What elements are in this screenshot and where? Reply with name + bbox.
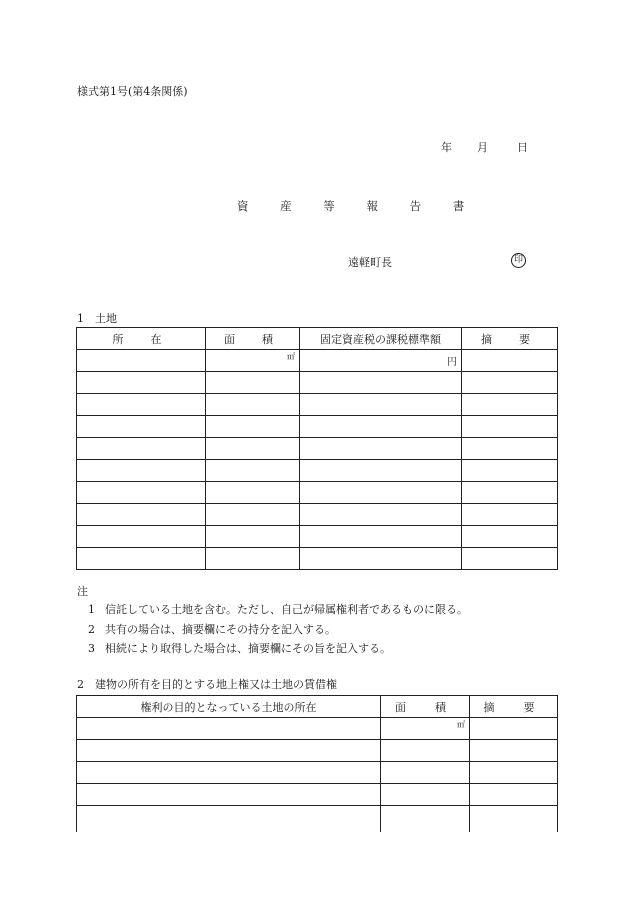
tax-base-cell[interactable] — [300, 416, 462, 438]
table-row — [77, 762, 558, 784]
location-cell[interactable] — [77, 416, 206, 438]
note-number: 3 — [88, 642, 95, 655]
area-cell[interactable] — [206, 416, 300, 438]
area-unit-cell[interactable]: ㎡ — [206, 350, 300, 372]
note-text: 相続により取得した場合は、摘要欄にその旨を記入する。 — [105, 642, 391, 655]
land-table — [76, 327, 558, 570]
remarks-cell[interactable] — [462, 504, 558, 526]
location-cell[interactable] — [77, 460, 206, 482]
remarks-cell[interactable] — [462, 438, 558, 460]
table-row — [77, 350, 558, 372]
column-header-tax-base: 固定資産税の課税標準額 — [300, 328, 462, 350]
area-cell[interactable] — [206, 438, 300, 460]
location-cell[interactable] — [77, 394, 206, 416]
table-row — [77, 548, 558, 570]
remarks-cell[interactable] — [462, 372, 558, 394]
form-number: 様式第1号(第4条関係) — [77, 85, 188, 98]
area-cell[interactable] — [206, 460, 300, 482]
location-cell[interactable] — [77, 372, 206, 394]
note-item — [88, 623, 336, 637]
tax-base-cell[interactable] — [300, 460, 462, 482]
section2-heading: 2 建物の所有を目的とする地上権又は土地の賃借権 — [77, 678, 337, 691]
area-cell[interactable] — [206, 482, 300, 504]
area-cell[interactable] — [206, 526, 300, 548]
tax-base-unit-cell[interactable]: 円 — [300, 350, 462, 372]
land-table-header-row — [77, 328, 558, 350]
area-cell[interactable] — [381, 784, 470, 806]
table-row — [77, 394, 558, 416]
table-row — [77, 740, 558, 762]
table-row — [77, 526, 558, 548]
table-row — [77, 438, 558, 460]
note-item — [88, 603, 468, 617]
table-row — [77, 416, 558, 438]
tax-base-cell[interactable] — [300, 482, 462, 504]
remarks-cell[interactable] — [462, 416, 558, 438]
lease-table-header-row — [77, 696, 558, 718]
location-cell[interactable] — [77, 548, 206, 570]
table-row — [77, 718, 558, 740]
table-row — [77, 482, 558, 504]
remarks-cell[interactable] — [470, 740, 558, 762]
column-header-land-location: 権利の目的となっている土地の所在 — [77, 696, 381, 718]
tax-base-cell[interactable] — [300, 526, 462, 548]
land-location-cell[interactable] — [77, 740, 381, 762]
seal-stamp: 印 — [511, 253, 526, 268]
location-cell[interactable] — [77, 504, 206, 526]
location-cell[interactable] — [77, 482, 206, 504]
section1-heading: 1 土地 — [77, 312, 117, 325]
area-cell[interactable] — [206, 394, 300, 416]
note-number: 1 — [88, 603, 95, 616]
remarks-cell[interactable] — [462, 526, 558, 548]
tax-base-cell[interactable] — [300, 548, 462, 570]
land-location-cell[interactable] — [77, 762, 381, 784]
area-unit-cell[interactable]: ㎡ — [381, 718, 470, 740]
area-cell[interactable] — [381, 762, 470, 784]
area-cell[interactable] — [381, 740, 470, 762]
table-row — [77, 784, 558, 806]
date-line — [441, 141, 528, 155]
date-day-label: 日 — [517, 141, 528, 154]
remarks-cell[interactable] — [462, 394, 558, 416]
date-month-label: 月 — [477, 141, 488, 154]
column-header-location: 所 在 — [77, 328, 206, 350]
table-row — [77, 806, 558, 832]
remarks-cell[interactable] — [462, 548, 558, 570]
area-cell[interactable] — [206, 504, 300, 526]
land-location-cell[interactable] — [77, 806, 381, 832]
note-number: 2 — [88, 623, 95, 636]
land-location-cell[interactable] — [77, 784, 381, 806]
note-text: 信託している土地を含む。ただし、自己が帰属権利者であるものに限る。 — [105, 603, 468, 616]
remarks-cell[interactable] — [462, 350, 558, 372]
tax-base-cell[interactable] — [300, 438, 462, 460]
tax-base-cell[interactable] — [300, 504, 462, 526]
location-cell[interactable] — [77, 350, 206, 372]
remarks-cell[interactable] — [470, 806, 558, 832]
column-header-remarks: 摘 要 — [470, 696, 558, 718]
area-cell[interactable] — [206, 548, 300, 570]
remarks-cell[interactable] — [470, 784, 558, 806]
table-row — [77, 504, 558, 526]
table-row — [77, 372, 558, 394]
document-title: 資 産 等 報 告 書 — [237, 199, 479, 213]
location-cell[interactable] — [77, 526, 206, 548]
tax-base-cell[interactable] — [300, 394, 462, 416]
date-year-label: 年 — [441, 141, 452, 154]
area-cell[interactable] — [206, 372, 300, 394]
column-header-remarks: 摘 要 — [462, 328, 558, 350]
area-cell[interactable] — [381, 806, 470, 832]
table-row — [77, 460, 558, 482]
land-location-cell[interactable] — [77, 718, 381, 740]
remarks-cell[interactable] — [462, 482, 558, 504]
remarks-cell[interactable] — [470, 762, 558, 784]
note-item — [88, 642, 391, 656]
column-header-area: 面 積 — [381, 696, 470, 718]
remarks-cell[interactable] — [462, 460, 558, 482]
column-header-area: 面 積 — [206, 328, 300, 350]
notes-title: 注 — [77, 585, 88, 598]
remarks-cell[interactable] — [470, 718, 558, 740]
issuer-name: 遠軽町長 — [348, 256, 392, 269]
note-text: 共有の場合は、摘要欄にその持分を記入する。 — [105, 623, 336, 636]
lease-rights-table — [76, 695, 558, 832]
tax-base-cell[interactable] — [300, 372, 462, 394]
location-cell[interactable] — [77, 438, 206, 460]
